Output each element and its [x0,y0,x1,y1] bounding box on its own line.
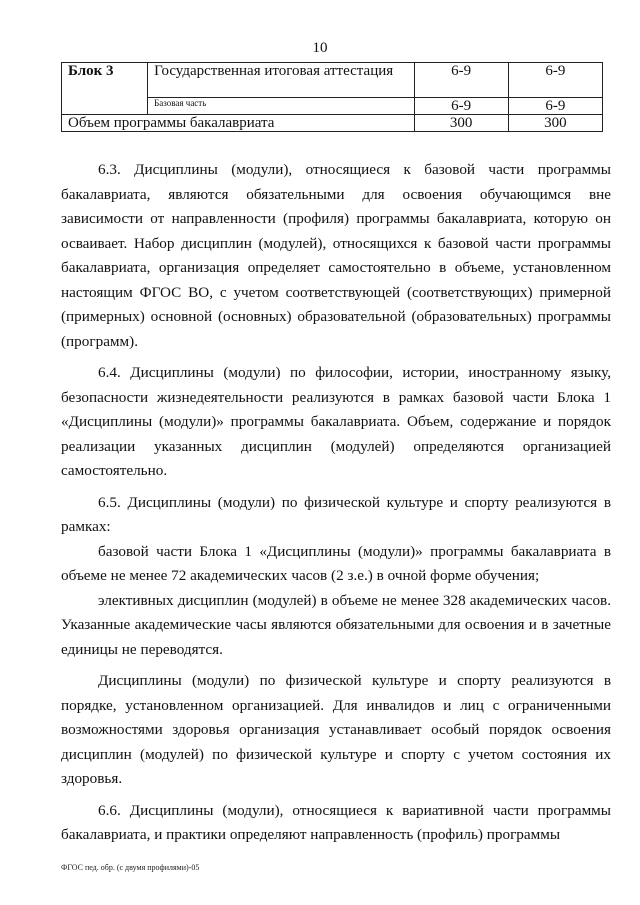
credits-min-cell: 6-9 [414,98,508,115]
paragraph-6-3: 6.3. Дисциплины (модули), относящиеся к базовой части программы бакалавриата, являются обязательными для освоения обучающимся вне зависимости от направленности (профиля) программы бакалавриата, которую он осваивает. Набор дисциплин (модулей), относящихся к базовой части программы бакалавриата, организация определяет самостоятельно в объеме, установленном настоящим ФГОС ВО, с учетом соответствующей (соответствующих) примерной (примерных) основной (основных) образовательной (образовательных) программы (программ). [61,161,611,350]
paragraph-6-4: 6.4. Дисциплины (модули) по философии, истории, иностранному языку, безопасности жизнедеятельности реализуются в рамках базовой части Блока 1 «Дисциплины (модули)» программы бакалавриата. Объем, содержание и порядок реализации указанных дисциплин (модулей) определяются организацией самостоятельно. [61,364,611,479]
paragraph-6-5: 6.5. Дисциплины (модули) по физической культуре и спорту реализуются в рамках: [61,493,611,535]
table-total-row [62,115,603,132]
credits-max-cell: 6-9 [508,98,602,115]
block-cell: Блок 3 [62,63,148,115]
discipline-name-cell: Базовая часть [148,98,414,115]
total-label-cell: Объем программы бакалавриата [62,115,415,132]
paragraph-base-part: базовой части Блока 1 «Дисциплины (модули)» программы бакалавриата в объеме не менее 72 академических часов (2 з.е.) в очной форме обучения; [61,542,611,584]
total-min-cell: 300 [414,115,508,132]
paragraph-pe-order: Дисциплины (модули) по физической культуре и спорту реализуются в порядке, установленном организацией. Для инвалидов и лиц с ограниченными возможностями здоровья организация устанавливает особый порядок освоения дисциплин (модулей) по физической культуре и спорту с учетом состояния их здоровья. [61,672,611,787]
table-row [62,63,603,98]
discipline-name-cell: Государственная итоговая аттестация [148,63,414,98]
paragraph-6-6: 6.6. Дисциплины (модули), относящиеся к вариативной части программы бакалавриата, и практики определяют направленность (профиль) программы [61,801,611,843]
total-max-cell: 300 [508,115,602,132]
body-text [61,158,611,848]
paragraph-elective: элективных дисциплин (модулей) в объеме не менее 328 академических часов. Указанные академические часы являются обязательными для освоения и в зачетные единицы не переводятся. [61,591,611,658]
curriculum-table [61,62,603,132]
footer-note: ФГОС пед. обр. (с двумя профилями)-05 [61,863,200,872]
page-number: 10 [312,40,328,56]
credits-max-cell: 6-9 [508,63,602,98]
credits-min-cell: 6-9 [414,63,508,98]
